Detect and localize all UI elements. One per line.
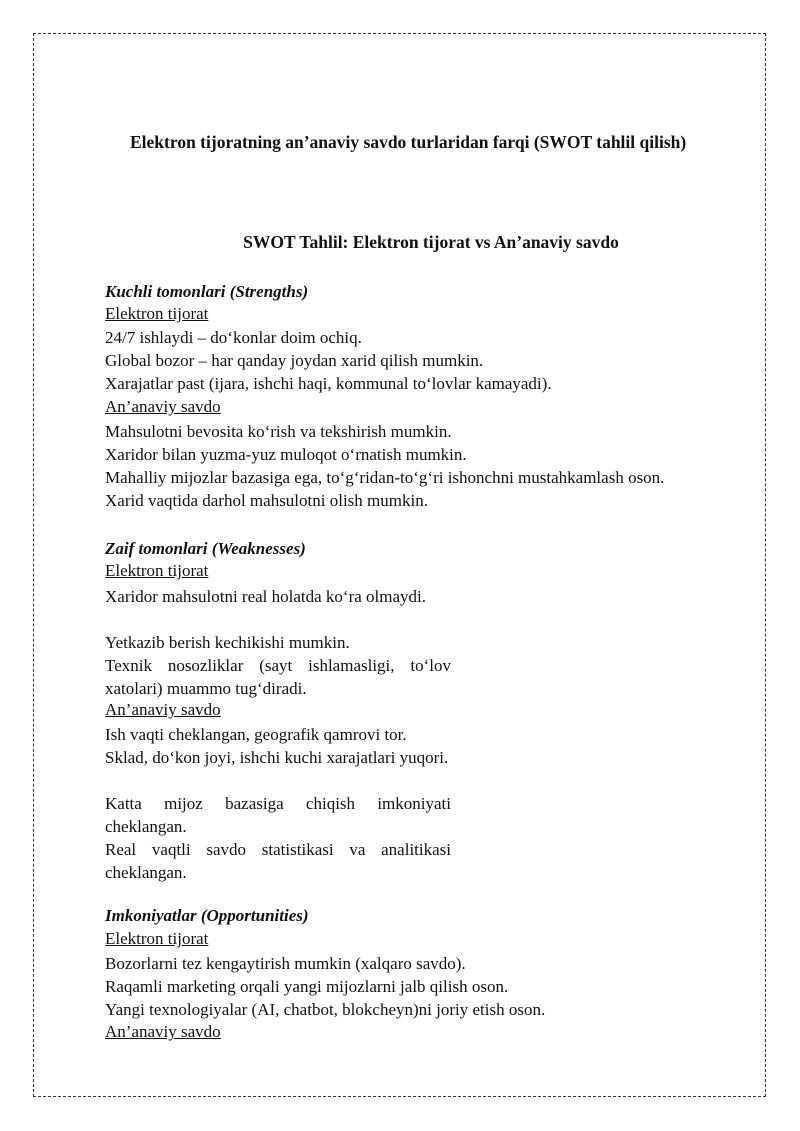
- weaknesses-heading: Zaif tomonlari (Weaknesses): [105, 539, 306, 558]
- strengths-heading: Kuchli tomonlari (Strengths): [105, 282, 309, 301]
- document-title: Elektron tijoratning an’anaviy savdo turlaridan farqi (SWOT tahlil qilish): [130, 132, 687, 152]
- list-item: Yangi texnologiyalar (AI, chatbot, blokcheyn)ni joriy etish oson.: [105, 1000, 546, 1019]
- weaknesses-ecommerce-label: Elektron tijorat: [105, 561, 209, 580]
- list-item: Yetkazib berish kechikishi mumkin.: [105, 633, 350, 652]
- swot-title: SWOT Tahlil: Elektron tijorat vs An’anaviy savdo: [243, 232, 619, 252]
- list-item: Xarid vaqtida darhol mahsulotni olish mumkin.: [105, 491, 428, 510]
- opportunities-ecommerce-label: Elektron tijorat: [105, 929, 209, 948]
- opportunities-heading: Imkoniyatlar (Opportunities): [105, 906, 309, 925]
- strengths-ecommerce-label: Elektron tijorat: [105, 304, 209, 323]
- list-item: 24/7 ishlaydi – do‘konlar doim ochiq.: [105, 328, 362, 347]
- list-item: Texnik nosozliklar (sayt ishlamasligi, to‘lov xatolari) muammo tug‘diradi.: [105, 656, 451, 698]
- list-item: Mahsulotni bevosita ko‘rish va tekshirish mumkin.: [105, 422, 452, 441]
- opportunities-traditional-label: An’anaviy savdo: [105, 1022, 221, 1041]
- list-item: Real vaqtli savdo statistikasi va analitikasi cheklangan.: [105, 840, 451, 882]
- list-item: Sklad, do‘kon joyi, ishchi kuchi xarajatlari yuqori.: [105, 748, 449, 767]
- strengths-traditional-label: An’anaviy savdo: [105, 397, 221, 416]
- list-item: Bozorlarni tez kengaytirish mumkin (xalqaro savdo).: [105, 954, 466, 973]
- list-item: Mahalliy mijozlar bazasiga ega, to‘g‘ridan-to‘g‘ri ishonchni mustahkamlash oson.: [105, 468, 665, 487]
- weaknesses-traditional-label: An’anaviy savdo: [105, 700, 221, 719]
- list-item: Raqamli marketing orqali yangi mijozlarni jalb qilish oson.: [105, 977, 509, 996]
- list-item: Global bozor – har qanday joydan xarid qilish mumkin.: [105, 351, 484, 370]
- list-item: Xaridor mahsulotni real holatda ko‘ra olmaydi.: [105, 587, 427, 606]
- list-item: Katta mijoz bazasiga chiqish imkoniyati cheklangan.: [105, 794, 451, 836]
- list-item: Xarajatlar past (ijara, ishchi haqi, kommunal to‘lovlar kamayadi).: [105, 374, 552, 393]
- list-item: Xaridor bilan yuzma-yuz muloqot o‘rnatish mumkin.: [105, 445, 467, 464]
- list-item: Ish vaqti cheklangan, geografik qamrovi tor.: [105, 725, 407, 744]
